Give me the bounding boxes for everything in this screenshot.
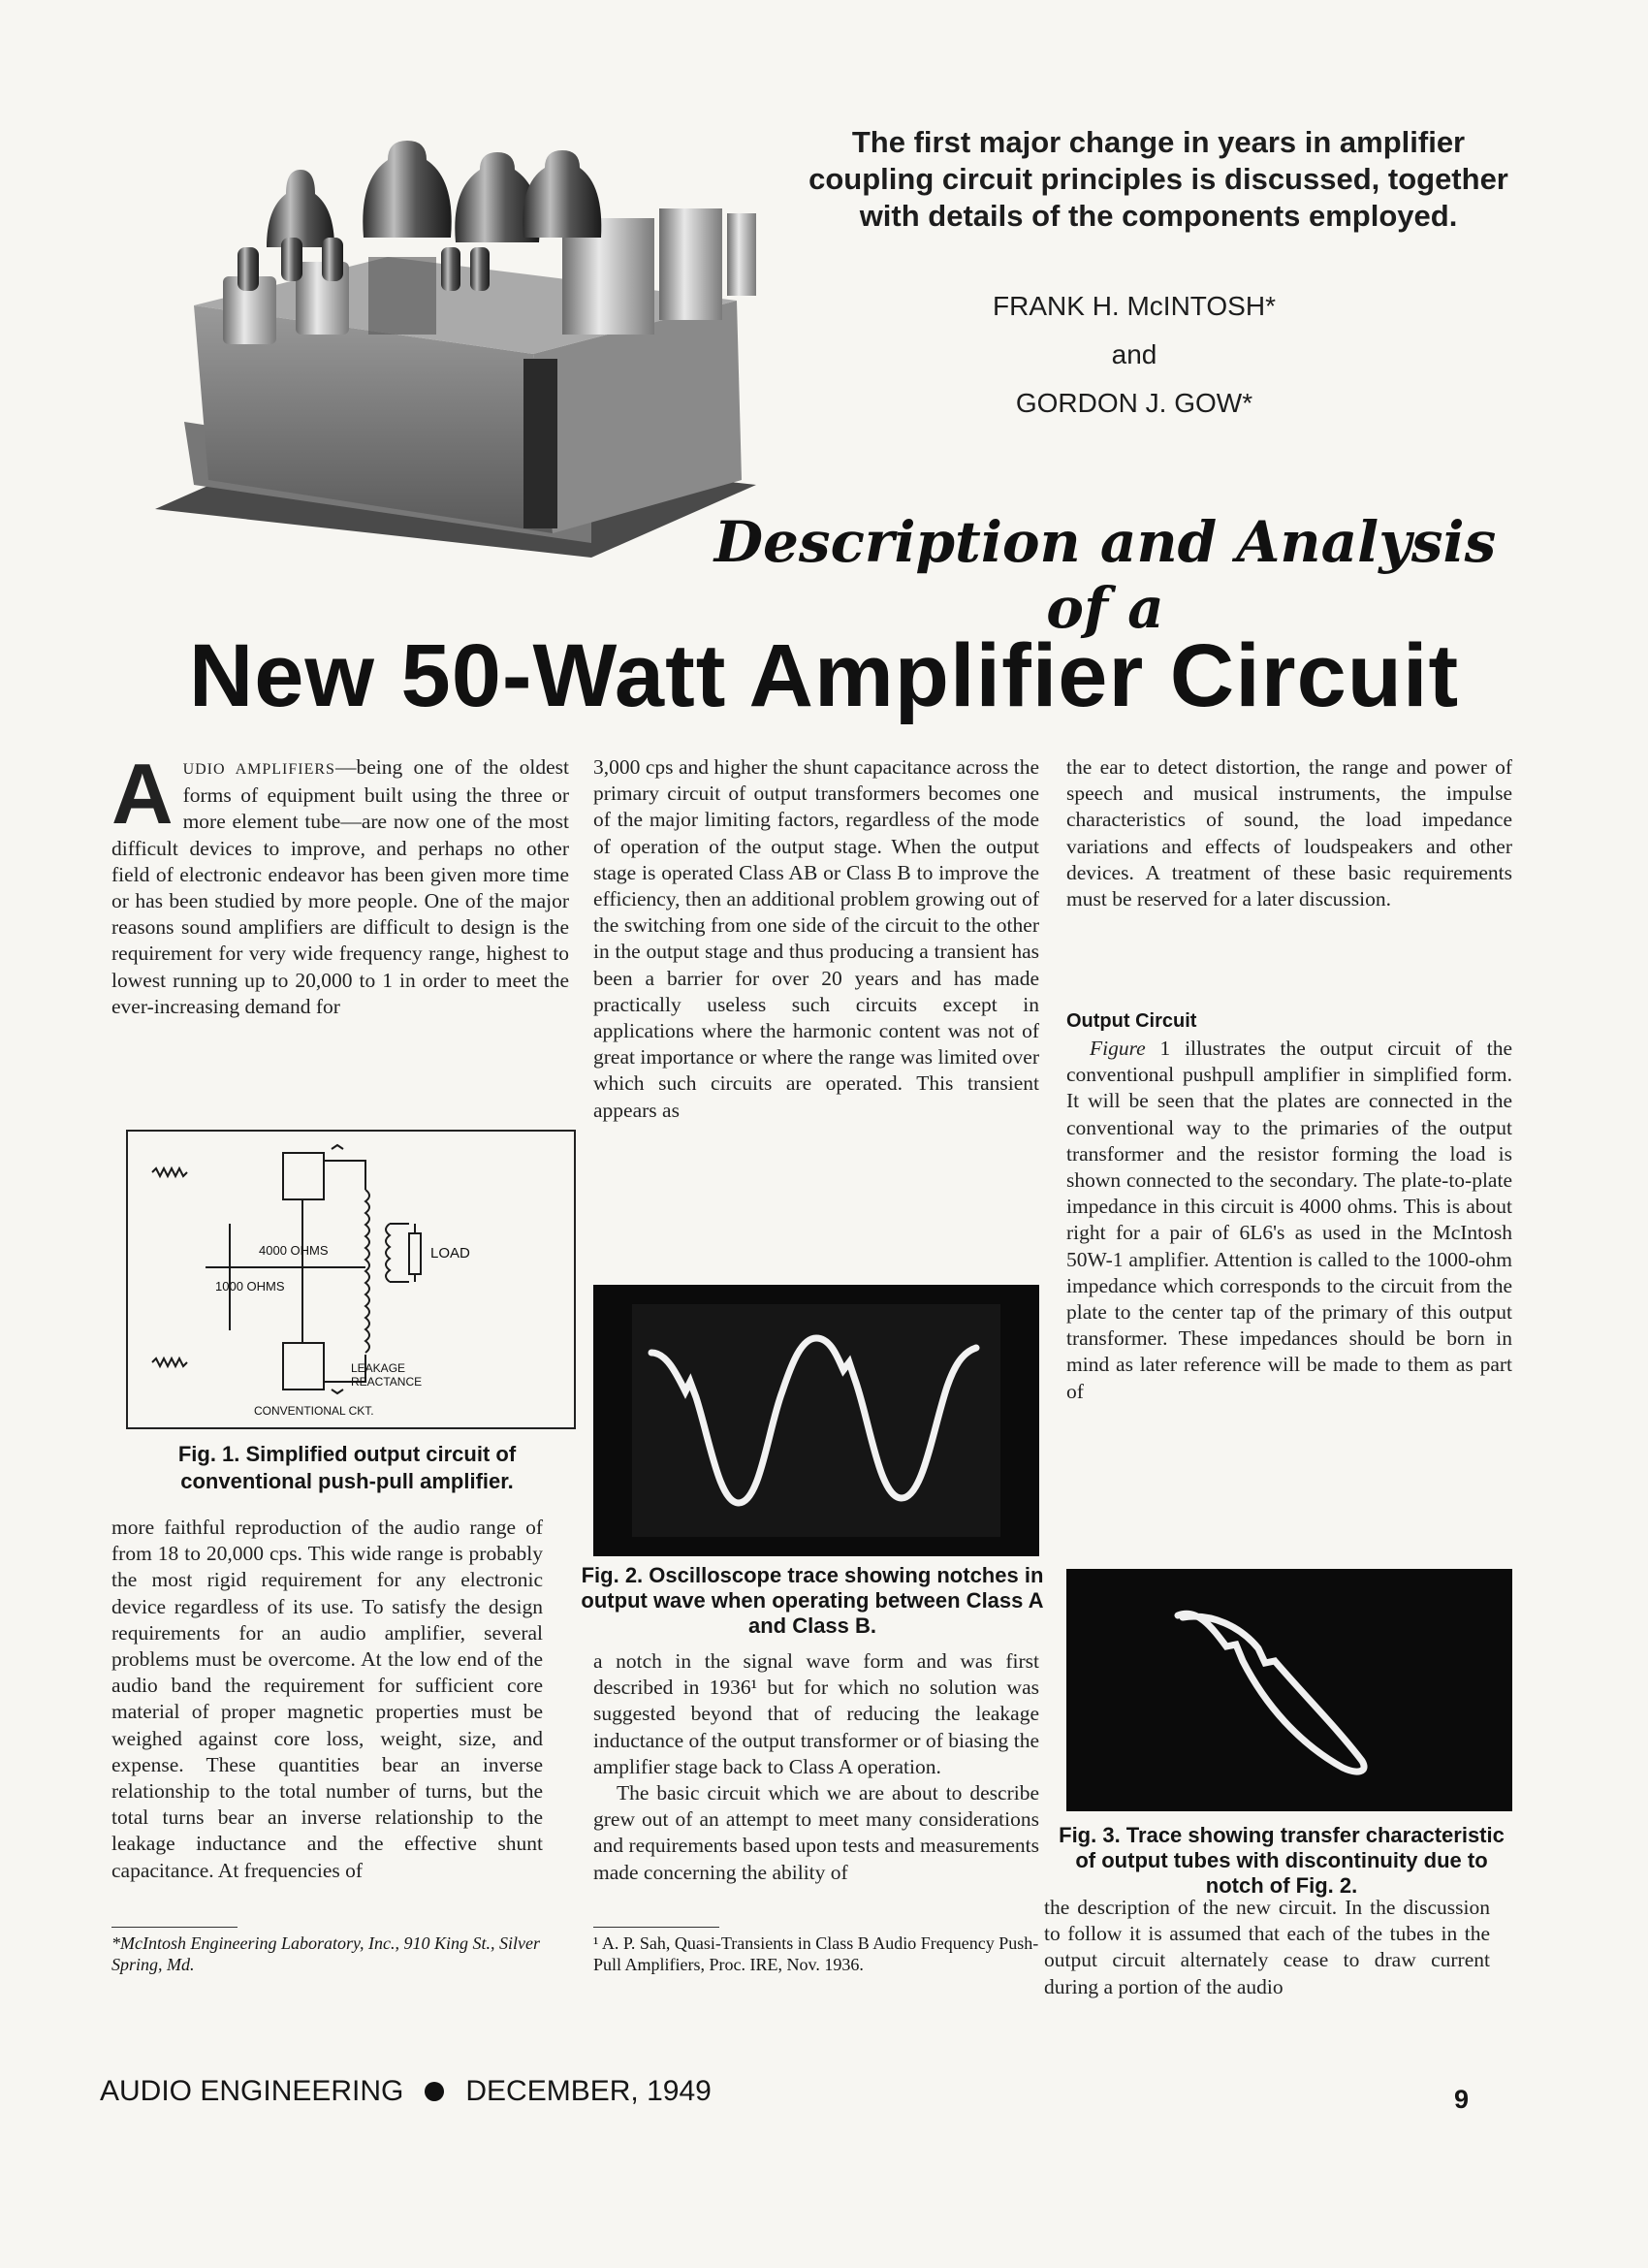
figure-3-transfer-trace	[1066, 1569, 1512, 1811]
page-footer	[100, 2075, 712, 2108]
drop-cap: A	[111, 746, 174, 842]
label-1000-ohms: 1000 OHMS	[215, 1279, 285, 1294]
label-conventional-ckt: CONVENTIONAL CKT.	[254, 1404, 374, 1418]
figure-1-schematic	[126, 1130, 576, 1429]
intro-deck: The first major change in years in amplifier coupling circuit principles is discussed, together with details of the components employed.	[808, 125, 1508, 233]
label-load: LOAD	[430, 1245, 470, 1262]
subtitle: Description and Analysis of a	[713, 509, 1497, 641]
author-and: and	[1111, 339, 1157, 369]
lead-smallcaps: UDIO AMPLIFIERS	[182, 761, 335, 778]
column-3-bottom	[1044, 1895, 1490, 2000]
author-1: FRANK H. McINTOSH*	[993, 291, 1276, 321]
figure-3-caption: Fig. 3. Trace showing transfer characteristic of output tubes with discontinuity due to notch of Fig. 2.	[1059, 1823, 1505, 1898]
page-number: 9	[1454, 2085, 1470, 2114]
article-title: New 50-Watt Amplifier Circuit	[188, 626, 1460, 725]
figure-2-oscilloscope-trace	[593, 1285, 1039, 1556]
issue-date: DECEMBER, 1949	[465, 2075, 712, 2107]
footnote-author: *McIntosh Engineering Laboratory, Inc., 910 King St., Silver Spring, Md.	[111, 1933, 540, 1974]
amplifier-photo	[136, 102, 766, 562]
bullet-icon	[425, 2082, 444, 2101]
paragraph: a notch in the signal wave form and was first described in 1936¹ but for which no solution was suggested beyond that of reducing the leakage inductance of the output transformer or of biasing the amplifier stage back to Class A operation.	[593, 1649, 1039, 1778]
column-2-top	[593, 754, 1039, 1124]
column-1-bottom	[111, 1515, 543, 1884]
paragraph: the description of the new circuit. In the discussion to follow it is assumed that each of the tubes in the output circuit alternately cease to draw current during a portion of the audio	[1044, 1896, 1490, 1998]
paragraph: the ear to detect distortion, the range and power of speech and musical instruments, the impulse characteristics of sound, the load impedance variations and effects of loudspeakers and other devices. A treatment of these basic requirements must be reserved for a later discussion.	[1066, 755, 1512, 911]
figure-ref: Figure	[1090, 1037, 1146, 1060]
column-3-middle	[1066, 1036, 1512, 1405]
paragraph: 1 illustrates the output circuit of the conventional pushpull amplifier in simplified form. It will be seen that the plates are connected in the conventional way to the primaries of the output transformer and the resistor forming the load is shown connected to the secondary. The plate-to-plate impedance in this circuit is 4000 ohms. This is about right for a pair of 6L6's as used in the McIntosh 50W-1 amplifier. Attention is called to the 1000-ohm impedance which corresponds to the circuit from the plate to the center tap of the primary of this output transformer. These impedances should be born in mind as later reference will be made to them as part of	[1066, 1037, 1512, 1403]
author-2: GORDON J. GOW*	[1015, 388, 1253, 418]
footnote-rule	[593, 1927, 719, 1928]
footnote-rule	[111, 1927, 238, 1928]
label-4000-ohms: 4000 OHMS	[259, 1243, 329, 1258]
magazine-name: AUDIO ENGINEERING	[100, 2075, 404, 2107]
section-heading: Output Circuit	[1066, 1010, 1197, 1032]
column-2-bottom	[593, 1648, 1039, 1886]
column-3-top	[1066, 754, 1512, 912]
figure-2-caption: Fig. 2. Oscilloscope trace showing notches in output wave when operating between Class A and Class B.	[581, 1563, 1044, 1638]
label-reactance: REACTANCE	[351, 1375, 423, 1389]
paragraph: 3,000 cps and higher the shunt capacitance across the primary circuit of output transformers becomes one of the major limiting factors, regardless of the mode of operation of the output stage. When the output stage is operated Class AB or Class B to improve the efficiency, then an additional problem growing out of the switching from one side of the circuit to the other in the output stage and thus producing a transient has been a barrier for over 20 years and has made practically useless such circuits except in applications where the harmonic content was not of great importance or where the range was limited over which such circuits are operated. This transient appears as	[593, 755, 1039, 1122]
paragraph: —being one of the oldest forms of equipment built using the three or more element tube—are now one of the most difficult devices to improve, and perhaps no other field of electronic endeavor has been given more time or has been studied by more people. One of the major reasons sound amplifiers are difficult to design is the requirement for very wide frequency range, highest to lowest running up to 20,000 to 1 in order to meet the ever-increasing demand for	[111, 755, 569, 1018]
label-leakage: LEAKAGE	[351, 1361, 406, 1375]
paragraph: The basic circuit which we are about to describe grew out of an attempt to meet many considerations and requirements based upon tests and measurements made concerning the ability of	[593, 1781, 1039, 1884]
figure-1-caption: Fig. 1. Simplified output circuit of conventional push-pull amplifier.	[177, 1442, 517, 1493]
footnote-reference: ¹ A. P. Sah, Quasi-Transients in Class B Audio Frequency Push-Pull Amplifiers, Proc. IRE, Nov. 1936.	[593, 1933, 1039, 1974]
column-1-top	[111, 746, 569, 1020]
paragraph: more faithful reproduction of the audio range of from 18 to 20,000 cps. This wide range is probably the most rigid requirement for any electronic device regardless of its use. To satisfy the design requirements for an audio amplifier, several problems must be overcome. At the low end of the audio band the requirement for sufficient core material of proper magnetic properties must be weighed against core loss, weight, size, and expense. These quantities bear an inverse relationship to the total number of turns, but the total turns bear an inverse relationship to the leakage inductance and the effective shunt capacitance. At frequencies of	[111, 1516, 543, 1882]
